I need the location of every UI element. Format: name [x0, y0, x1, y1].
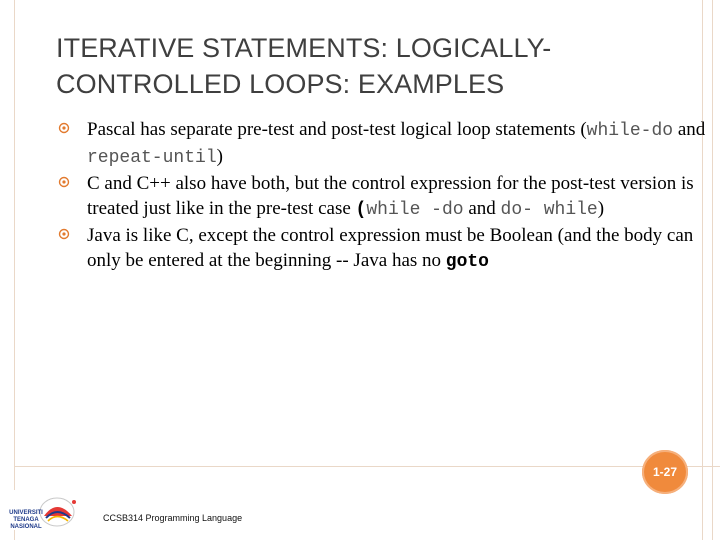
code-while-do: while -do [366, 200, 464, 220]
code-repeat-until: repeat-until [87, 148, 217, 168]
slide-title: ITERATIVE STATEMENTS: LOGICALLY-CONTROLLED LOOPS: EXAMPLES [56, 33, 552, 99]
logo-caption: UNIVERSITI TENAGA NASIONAL [9, 510, 43, 530]
bullet-text: Java is like C, except the control expression must be Boolean (and the body can only be entered at the beginning -- Java has no goto [87, 225, 694, 272]
code-goto: goto [445, 252, 489, 272]
bullet-icon [58, 122, 70, 134]
bullet-text: Pascal has separate pre-test and post-test logical loop statements (while-do and repeat-until) [87, 119, 706, 168]
bullet-icon [58, 228, 70, 240]
bullet-item [58, 171, 708, 223]
bullet-icon [58, 176, 70, 188]
footer-course-title: CCSB314 Programming Language [103, 513, 243, 523]
bullet-item [58, 223, 708, 275]
bullet-item [58, 117, 708, 171]
code-while-do: while-do [586, 121, 674, 141]
bottom-rule [14, 466, 720, 467]
bullet-list [58, 117, 708, 275]
page-number-badge: 1-27 [642, 450, 688, 494]
right-rule [712, 0, 713, 540]
code-do-while: do- while [500, 200, 598, 220]
bullet-text: C and C++ also have both, but the control expression for the post-test version is treated just like in the pre-test case (while -do and do- while) [87, 173, 694, 220]
